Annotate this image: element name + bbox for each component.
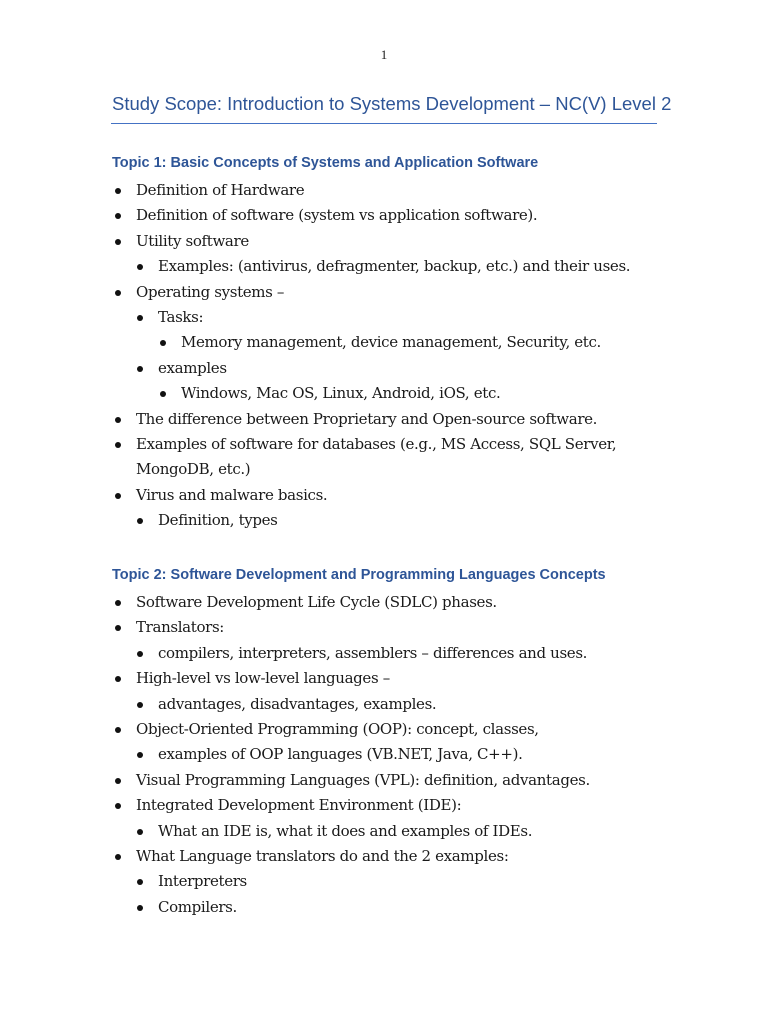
list-item: Definition of software (system vs application software). <box>0 203 768 228</box>
topic-1-list <box>0 178 768 534</box>
list-item: Definition of Hardware <box>0 178 768 203</box>
list-item: examples <box>0 356 768 381</box>
list-item: Compilers. <box>0 895 768 920</box>
list-item: Operating systems – <box>0 280 768 305</box>
list-item: What an IDE is, what it does and examples of IDEs. <box>0 819 768 844</box>
list-item: Examples of software for databases (e.g., MS Access, SQL Server, <box>0 432 768 457</box>
list-item: examples of OOP languages (VB.NET, Java, C++). <box>0 742 768 767</box>
list-item: Examples: (antivirus, defragmenter, backup, etc.) and their uses. <box>0 254 768 279</box>
list-item: Software Development Life Cycle (SDLC) phases. <box>0 590 768 615</box>
topic-1-heading: Topic 1: Basic Concepts of Systems and Application Software <box>112 155 539 171</box>
list-item: Virus and malware basics. <box>0 483 768 508</box>
list-item-continuation: MongoDB, etc.) <box>136 460 251 479</box>
title-underline <box>111 123 657 124</box>
list-item: Memory management, device management, Security, etc. <box>0 330 768 355</box>
document-title: Study Scope: Introduction to Systems Development – NC(V) Level 2 <box>112 93 672 114</box>
list-item: High-level vs low-level languages – <box>0 666 768 691</box>
page-number: 1 <box>380 47 388 62</box>
list-item: Object-Oriented Programming (OOP): concept, classes, <box>0 717 768 742</box>
list-item: Windows, Mac OS, Linux, Android, iOS, etc. <box>0 381 768 406</box>
list-item: Tasks: <box>0 305 768 330</box>
list-item: Integrated Development Environment (IDE): <box>0 793 768 818</box>
list-item: advantages, disadvantages, examples. <box>0 692 768 717</box>
list-item: Translators: <box>0 615 768 640</box>
list-item: Utility software <box>0 229 768 254</box>
list-item: Visual Programming Languages (VPL): definition, advantages. <box>0 768 768 793</box>
list-item: compilers, interpreters, assemblers – differences and uses. <box>0 641 768 666</box>
topic-2-heading: Topic 2: Software Development and Programming Languages Concepts <box>112 567 606 583</box>
topic-2-list <box>0 590 768 920</box>
list-item: The difference between Proprietary and Open-source software. <box>0 407 768 432</box>
list-item: What Language translators do and the 2 examples: <box>0 844 768 869</box>
list-item: Interpreters <box>0 869 768 894</box>
list-item: Definition, types <box>0 508 768 533</box>
